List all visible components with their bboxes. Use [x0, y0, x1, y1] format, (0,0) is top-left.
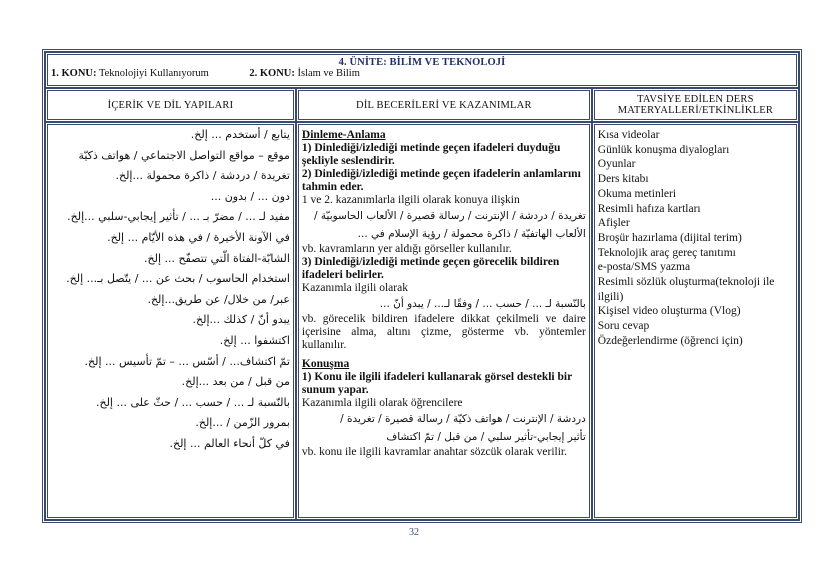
unit-title: 4. ÜNİTE: BİLİM VE TEKNOLOJİ: [338, 57, 506, 68]
outcome-note: Kazanımla ilgili olarak: [301, 282, 408, 294]
list-item: الشابّة-الفتاة الّتي تتصفّح ... إلخ.: [144, 251, 290, 265]
topic2-value: İslam ve Bilim: [297, 68, 360, 79]
unit-header-cell: [45, 52, 799, 88]
listening-section-title: Dinleme-Anlama: [301, 129, 386, 141]
topic1-label: 1. KONU:: [51, 68, 97, 79]
arabic-terms: دردشة / الإنترنت / هواتف ذكيّة / رسالة قصيرة / تغريدة /: [340, 413, 586, 425]
material-item: Kişisel video oluşturma (Vlog): [597, 305, 741, 318]
content-structures-cell: [45, 122, 296, 520]
material-item: Ders kitabı: [597, 173, 649, 186]
list-item: استخدام الحاسوب / بحث عن ... / يتّصل بـ... إلخ.: [66, 272, 290, 286]
list-item: يبدو أنّ / كذلك ...إلخ.: [192, 313, 290, 327]
material-item: Resimli hafıza kartları: [597, 202, 701, 215]
material-item: Teknolojik araç gereç tanıtımı: [597, 246, 736, 259]
arabic-terms: بالنّسبة لـ ... / حسب ... / وفقًا لـ... / يبدو أنّ ...: [379, 298, 586, 310]
list-item: يتابع / أستخدم ... إلخ.: [190, 128, 290, 141]
outcome-note: 1 ve 2. kazanımlarla ilgili olarak konuya ilişkin: [301, 194, 520, 206]
arabic-terms: الألعاب الهاتفيّة / ذاكرة محمولة / رؤية الإسلام في ...: [357, 228, 586, 240]
materials-cell: [592, 122, 799, 520]
outcome-listening-3: 3) Dinlediği/izlediği metinde geçen görecelik bildiren ifadeleri belirler.: [301, 256, 560, 281]
outcome-note: vb. kavramların yer aldığı görseller kullanılır.: [301, 243, 512, 255]
material-item: Oyunlar: [597, 158, 636, 171]
list-item: بمرور الزّمن / ...إلخ.: [195, 416, 290, 430]
column-header-materials-line1: TAVSİYE EDİLEN DERS: [637, 94, 754, 105]
topic2-label: 2. KONU:: [249, 68, 295, 79]
column-header-content: İÇERİK VE DİL YAPILARI: [45, 88, 296, 122]
outcome-listening-2: 2) Dinlediği/izlediği metinde geçen ifadelerin anlamlarını tahmin eder.: [301, 168, 581, 193]
list-item: في كلّ أنحاء العالم ... إلخ.: [169, 436, 290, 450]
topics-row: [51, 68, 793, 79]
list-item: دون ... / بدون ...: [210, 189, 290, 203]
material-item: Afişler: [597, 217, 630, 230]
list-item: موقع – مواقع التواصل الاجتماعي / هواتف ذكيّة: [78, 148, 290, 162]
skills-cell: [296, 122, 592, 520]
curriculum-table: [42, 49, 802, 523]
material-item: Soru cevap: [597, 320, 650, 333]
outcome-speaking-1: 1) Konu ile ilgili ifadeleri kullanarak görsel destekli bir sunum yapar.: [301, 371, 572, 396]
column-header-materials-line2: MATERYALLERİ/ETKİNLİKLER: [617, 105, 774, 116]
material-item: e-posta/SMS yazma: [597, 261, 691, 274]
material-item: Kısa videolar: [597, 129, 660, 141]
arabic-terms: تأثير إيجابي-تأثير سلبي / من قبل / تمّ اكتشاف: [386, 431, 586, 443]
material-item: Okuma metinleri: [597, 187, 677, 200]
list-item: عبر/ من خلال/ عن طريق...إلخ.: [147, 292, 290, 306]
list-item: اكتشفوا ... إلخ.: [219, 333, 290, 347]
outcome-note: vb. konu ile ilgili kavramlar anahtar sözcük olarak verilir.: [301, 446, 567, 458]
list-item: بالنّسبة لـ ... / حسب ... / حثّ على ... إلخ.: [95, 395, 290, 409]
column-header-materials: [592, 88, 799, 122]
list-item: في الآونة الأخيرة / في هذه الأيّام ... إلخ.: [107, 230, 290, 244]
material-item: Resimli sözlük oluşturma(teknoloji ile ilgili): [597, 276, 775, 303]
list-item: تغريدة / دردشة / ذاكرة محمولة ...إلخ.: [115, 169, 290, 183]
curriculum-page: [42, 49, 802, 523]
material-item: Günlük konuşma diyalogları: [597, 143, 730, 156]
list-item: من قبل / من بعد ...إلخ.: [181, 375, 290, 389]
outcome-note: Kazanımla ilgili olarak öğrencilere: [301, 397, 463, 409]
list-item: مفيد لـ ... / مضرّ بـ ... / تأثير إيجابي-سلبي ...إلخ.: [67, 210, 290, 224]
arabic-terms: تغريدة / دردشة / الإنترنت / رسالة قصيرة / الألعاب الحاسوبيّة /: [314, 210, 586, 222]
outcome-note: vb. görecelik bildiren ifadelere dikkat çekilmeli ve daire içerisine alma, altını çizme, gösterme vb. yöntemler kullanılır.: [301, 313, 586, 351]
list-item: تمّ اكتشاف... / أسّس ... – تمّ تأسيس ... إلخ.: [84, 354, 290, 368]
topic1-value: Teknolojiyi Kullanıyorum: [98, 68, 209, 79]
material-item: Özdeğerlendirme (öğrenci için): [597, 334, 743, 347]
outcome-listening-1: 1) Dinlediği/izlediği metinde geçen ifadeleri duyduğu şekliyle seslendirir.: [301, 142, 561, 167]
column-header-skills: DİL BECERİLERİ VE KAZANIMLAR: [296, 88, 592, 122]
material-item: Broşür hazırlama (dijital terim): [597, 231, 742, 244]
speaking-section-title: Konuşma: [301, 358, 350, 370]
page-number: 32: [409, 527, 419, 538]
